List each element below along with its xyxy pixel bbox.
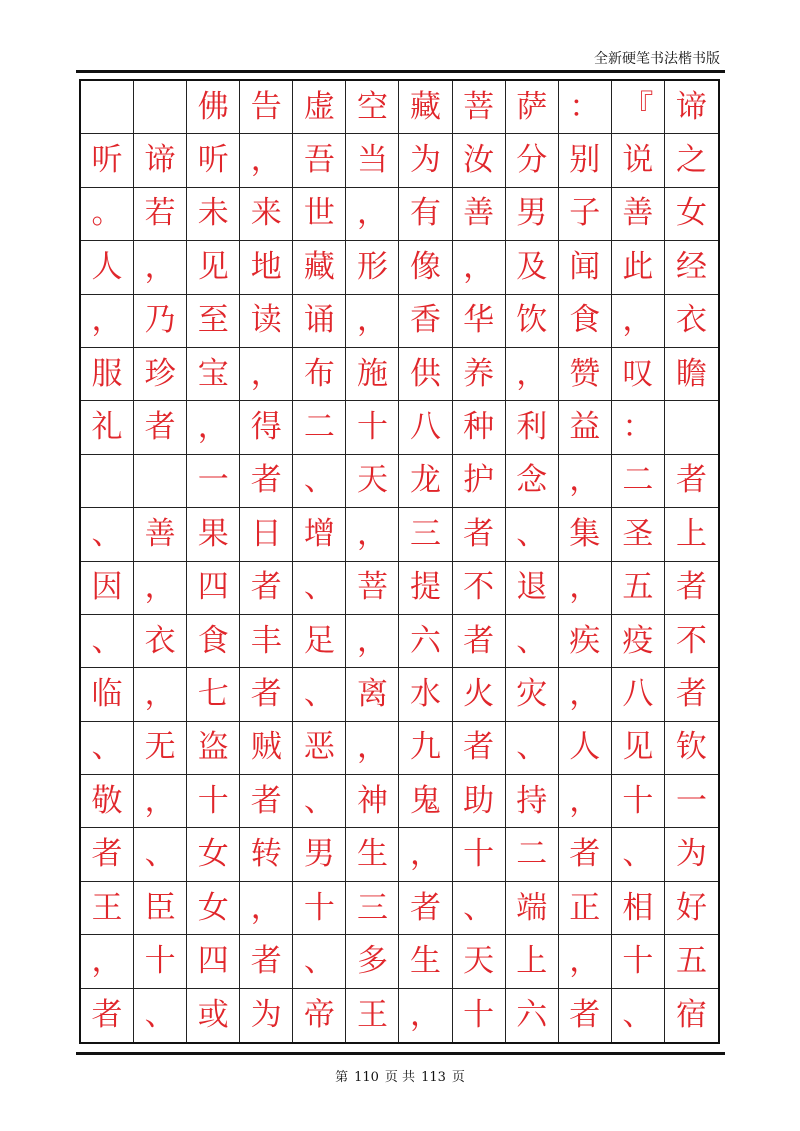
grid-cell: 者 bbox=[559, 989, 612, 1042]
grid-cell: 女 bbox=[187, 882, 240, 935]
grid-cell: 像 bbox=[399, 241, 452, 294]
grid-cell: 益 bbox=[559, 401, 612, 454]
grid-cell: 衣 bbox=[134, 615, 187, 668]
grid-cell: 萨 bbox=[506, 81, 559, 134]
footer-suffix: 页 bbox=[451, 1070, 465, 1085]
grid-cell: 为 bbox=[399, 134, 452, 187]
grid-cell: 藏 bbox=[399, 81, 452, 134]
grid-cell: ， bbox=[346, 508, 399, 561]
grid-cell: 虚 bbox=[293, 81, 346, 134]
grid-cell: 灾 bbox=[506, 668, 559, 721]
grid-cell: 神 bbox=[346, 775, 399, 828]
grid-cell: 、 bbox=[293, 775, 346, 828]
grid-cell: 叹 bbox=[612, 348, 665, 401]
grid-cell: 十 bbox=[612, 775, 665, 828]
grid-cell: 十 bbox=[293, 882, 346, 935]
grid-cell: 得 bbox=[240, 401, 293, 454]
grid-cell: ， bbox=[399, 989, 452, 1042]
grid-cell: ： bbox=[612, 401, 665, 454]
grid-cell: 护 bbox=[453, 455, 506, 508]
grid-cell: 二 bbox=[506, 828, 559, 881]
grid-cell: 宿 bbox=[675, 996, 707, 1033]
grid-cell: 见 bbox=[187, 241, 240, 294]
grid-cell: 十 bbox=[346, 401, 399, 454]
grid-cell bbox=[134, 81, 187, 134]
grid-cell: 善 bbox=[612, 188, 665, 241]
grid-cell: 、 bbox=[81, 508, 134, 561]
grid-cell: ， bbox=[134, 775, 187, 828]
grid-cell: 食 bbox=[559, 295, 612, 348]
grid-cell: 火 bbox=[453, 668, 506, 721]
grid-cell: 菩 bbox=[346, 562, 399, 615]
grid-cell: 施 bbox=[346, 348, 399, 401]
grid-cell: 此 bbox=[612, 241, 665, 294]
grid-cell: 见 bbox=[612, 722, 665, 775]
grid-cell: 一 bbox=[187, 455, 240, 508]
document-title: 全新硬笔书法楷书版 bbox=[594, 51, 720, 67]
grid-cell: 鬼 bbox=[399, 775, 452, 828]
grid-cell: 十 bbox=[134, 935, 187, 988]
grid-cell: ， bbox=[134, 668, 187, 721]
grid-cell: 持 bbox=[506, 775, 559, 828]
grid-cell: 。 bbox=[81, 188, 134, 241]
grid-cell: 转 bbox=[240, 828, 293, 881]
grid-cell: 集 bbox=[559, 508, 612, 561]
grid-cell: 十 bbox=[612, 935, 665, 988]
grid-cell bbox=[81, 81, 134, 134]
grid-cell: 为 bbox=[665, 828, 718, 881]
header-rule bbox=[76, 70, 725, 73]
grid-cell: 宝 bbox=[187, 348, 240, 401]
grid-cell: 增 bbox=[293, 508, 346, 561]
grid-cell: 生 bbox=[399, 935, 452, 988]
grid-cell: 者 bbox=[134, 401, 187, 454]
grid-cell: 菩 bbox=[453, 81, 506, 134]
grid-cell: ， bbox=[453, 241, 506, 294]
grid-cell: 天 bbox=[453, 935, 506, 988]
grid-cell: 正 bbox=[559, 882, 612, 935]
grid-cell: 子 bbox=[559, 188, 612, 241]
grid-cell: 者 bbox=[399, 882, 452, 935]
grid-cell: 、 bbox=[612, 989, 665, 1042]
grid-cell: 形 bbox=[346, 241, 399, 294]
grid-cell: 藏 bbox=[293, 241, 346, 294]
grid-cell: 礼 bbox=[81, 401, 134, 454]
grid-cell: ， bbox=[346, 722, 399, 775]
grid-cell: 十 bbox=[453, 828, 506, 881]
grid-cell bbox=[81, 455, 134, 508]
grid-cell: 不 bbox=[665, 615, 718, 668]
grid-cell: 当 bbox=[346, 134, 399, 187]
grid-cell: 男 bbox=[506, 188, 559, 241]
grid-cell: 钦 bbox=[665, 722, 718, 775]
grid-cell bbox=[665, 401, 718, 454]
grid-cell: ， bbox=[134, 241, 187, 294]
grid-cell: 疾 bbox=[559, 615, 612, 668]
grid-cell: 来 bbox=[240, 188, 293, 241]
grid-cell: 四 bbox=[187, 935, 240, 988]
grid-cell: 念 bbox=[506, 455, 559, 508]
grid-cell: ， bbox=[559, 455, 612, 508]
grid-cell: 不 bbox=[453, 562, 506, 615]
grid-cell: 、 bbox=[293, 562, 346, 615]
grid-cell: 者 bbox=[453, 508, 506, 561]
grid-cell: 、 bbox=[134, 828, 187, 881]
grid-cell: 听 bbox=[187, 134, 240, 187]
grid-cell: 臣 bbox=[134, 882, 187, 935]
grid-cell: 龙 bbox=[399, 455, 452, 508]
page-footer bbox=[0, 1066, 800, 1085]
grid-cell: 人 bbox=[559, 722, 612, 775]
footer-rule bbox=[76, 1052, 725, 1055]
grid-cell: ， bbox=[559, 775, 612, 828]
grid-cell: 八 bbox=[399, 401, 452, 454]
grid-cell: 帝 bbox=[293, 989, 346, 1042]
grid-cell: 、 bbox=[506, 722, 559, 775]
grid-cell: 者 bbox=[81, 828, 134, 881]
grid-cell: ， bbox=[506, 348, 559, 401]
grid-cell: 生 bbox=[346, 828, 399, 881]
grid-cell: 、 bbox=[134, 989, 187, 1042]
grid-cell: 六 bbox=[399, 615, 452, 668]
grid-cell: 敬 bbox=[81, 775, 134, 828]
grid-cell: 若 bbox=[134, 188, 187, 241]
grid-cell: 八 bbox=[612, 668, 665, 721]
grid-cell: ， bbox=[399, 828, 452, 881]
grid-cell: 吾 bbox=[293, 134, 346, 187]
grid-cell: 者 bbox=[240, 775, 293, 828]
grid-cell: 退 bbox=[506, 562, 559, 615]
grid-cell: 读 bbox=[240, 295, 293, 348]
grid-cell: 未 bbox=[187, 188, 240, 241]
grid-cell: 分 bbox=[506, 134, 559, 187]
grid-cell: 丰 bbox=[240, 615, 293, 668]
grid-cell: 瞻 bbox=[665, 348, 718, 401]
grid-cell: 衣 bbox=[665, 295, 718, 348]
grid-cell: 十 bbox=[187, 775, 240, 828]
grid-cell: ， bbox=[240, 882, 293, 935]
grid-cell: 二 bbox=[612, 455, 665, 508]
grid-cell: 赞 bbox=[559, 348, 612, 401]
grid-cell: 男 bbox=[293, 828, 346, 881]
grid-cell: 布 bbox=[293, 348, 346, 401]
grid-cell: 乃 bbox=[134, 295, 187, 348]
grid-cell: ， bbox=[187, 401, 240, 454]
grid-cell: ， bbox=[612, 295, 665, 348]
grid-cell: 好 bbox=[665, 882, 718, 935]
grid-cell: 至 bbox=[187, 295, 240, 348]
grid-cell: 者 bbox=[81, 989, 134, 1042]
grid-cell: 者 bbox=[240, 455, 293, 508]
grid-cell: 者 bbox=[665, 562, 718, 615]
grid-cell: 诵 bbox=[293, 295, 346, 348]
grid-cell: 日 bbox=[240, 508, 293, 561]
grid-cell: 、 bbox=[453, 882, 506, 935]
grid-cell: 恶 bbox=[293, 722, 346, 775]
grid-cell: 、 bbox=[293, 935, 346, 988]
grid-cell: 、 bbox=[293, 455, 346, 508]
grid-cell: 空 bbox=[346, 81, 399, 134]
grid-cell: 六 bbox=[506, 989, 559, 1042]
grid-cell: 食 bbox=[187, 615, 240, 668]
grid-cell: ， bbox=[240, 348, 293, 401]
grid-cell: ， bbox=[559, 562, 612, 615]
grid-cell: 三 bbox=[346, 882, 399, 935]
grid-cell: 水 bbox=[399, 668, 452, 721]
grid-cell: 疫 bbox=[612, 615, 665, 668]
grid-cell: ： bbox=[559, 81, 612, 134]
grid-cell: 养 bbox=[453, 348, 506, 401]
grid-cell: 及 bbox=[506, 241, 559, 294]
grid-cell: 供 bbox=[399, 348, 452, 401]
grid-cell: 王 bbox=[346, 989, 399, 1042]
grid-cell: ， bbox=[346, 615, 399, 668]
character-grid bbox=[79, 79, 720, 1044]
grid-cell: 利 bbox=[506, 401, 559, 454]
grid-cell: 地 bbox=[240, 241, 293, 294]
grid-cell: 临 bbox=[81, 668, 134, 721]
grid-cell: 经 bbox=[665, 241, 718, 294]
grid-cell: 二 bbox=[293, 401, 346, 454]
grid-cell: 上 bbox=[506, 935, 559, 988]
grid-cell: 、 bbox=[506, 508, 559, 561]
grid-cell: ， bbox=[81, 295, 134, 348]
grid-cell: ， bbox=[559, 668, 612, 721]
grid-cell: 者 bbox=[453, 722, 506, 775]
grid-cell: 者 bbox=[240, 668, 293, 721]
footer-prefix: 第 bbox=[335, 1070, 349, 1085]
grid-cell: 离 bbox=[346, 668, 399, 721]
grid-cell: 谛 bbox=[665, 81, 718, 134]
grid-cell: 、 bbox=[81, 722, 134, 775]
grid-cell: 果 bbox=[187, 508, 240, 561]
grid-cell: 相 bbox=[612, 882, 665, 935]
grid-cell: ， bbox=[346, 295, 399, 348]
grid-cell: 贼 bbox=[240, 722, 293, 775]
grid-cell: 上 bbox=[665, 508, 718, 561]
grid-cell: 十 bbox=[453, 989, 506, 1042]
grid-cell: 听 bbox=[81, 134, 134, 187]
grid-cell: 、 bbox=[81, 615, 134, 668]
grid-cell: 助 bbox=[453, 775, 506, 828]
grid-cell: 一 bbox=[665, 775, 718, 828]
grid-cell: 女 bbox=[665, 188, 718, 241]
grid-cell: 有 bbox=[399, 188, 452, 241]
grid-cell: 者 bbox=[559, 828, 612, 881]
grid-cell: 汝 bbox=[453, 134, 506, 187]
grid-cell: 香 bbox=[399, 295, 452, 348]
grid-cell: 多 bbox=[346, 935, 399, 988]
grid-cell: 别 bbox=[559, 134, 612, 187]
grid-cell: 、 bbox=[293, 668, 346, 721]
grid-cell: ， bbox=[240, 134, 293, 187]
grid-cell: 饮 bbox=[506, 295, 559, 348]
grid-cell: 佛 bbox=[187, 81, 240, 134]
grid-cell: 无 bbox=[134, 722, 187, 775]
page-number: 110 bbox=[354, 1070, 379, 1085]
grid-cell: 服 bbox=[81, 348, 134, 401]
grid-cell: 七 bbox=[187, 668, 240, 721]
grid-cell: 王 bbox=[81, 882, 134, 935]
grid-cell: 五 bbox=[665, 935, 718, 988]
grid-cell: 者 bbox=[453, 615, 506, 668]
grid-cell: 盗 bbox=[187, 722, 240, 775]
grid-cell: ， bbox=[81, 935, 134, 988]
grid-cell: 者 bbox=[665, 668, 718, 721]
grid-cell: 善 bbox=[134, 508, 187, 561]
grid-cell: 或 bbox=[187, 989, 240, 1042]
grid-cell: 三 bbox=[399, 508, 452, 561]
grid-cell: 因 bbox=[81, 562, 134, 615]
grid-cell: 种 bbox=[453, 401, 506, 454]
grid-cell: 五 bbox=[612, 562, 665, 615]
grid-cell: 圣 bbox=[612, 508, 665, 561]
grid-cell: 人 bbox=[81, 241, 134, 294]
total-pages: 113 bbox=[421, 1070, 446, 1085]
grid-cell: 善 bbox=[453, 188, 506, 241]
grid-cell: 四 bbox=[187, 562, 240, 615]
grid-cell: 谛 bbox=[134, 134, 187, 187]
grid-cell: 闻 bbox=[559, 241, 612, 294]
grid-cell: 说 bbox=[612, 134, 665, 187]
grid-cell: 端 bbox=[506, 882, 559, 935]
grid-cell: 华 bbox=[453, 295, 506, 348]
grid-cell: 提 bbox=[399, 562, 452, 615]
grid-cell: 之 bbox=[665, 134, 718, 187]
grid-cell: 者 bbox=[240, 935, 293, 988]
grid-cell: ， bbox=[134, 562, 187, 615]
grid-cell: 足 bbox=[293, 615, 346, 668]
grid-cell: 为 bbox=[240, 989, 293, 1042]
grid-cell: 女 bbox=[187, 828, 240, 881]
grid-cell: 世 bbox=[293, 188, 346, 241]
grid-cell: 告 bbox=[240, 81, 293, 134]
footer-mid: 页 共 bbox=[384, 1070, 416, 1085]
grid-cell: 九 bbox=[399, 722, 452, 775]
grid-cell: 者 bbox=[665, 455, 718, 508]
grid-cell: 珍 bbox=[134, 348, 187, 401]
grid-cell: 、 bbox=[612, 828, 665, 881]
grid-cell bbox=[134, 455, 187, 508]
grid-cell: 、 bbox=[506, 615, 559, 668]
grid-cell: 天 bbox=[346, 455, 399, 508]
grid-cell: 者 bbox=[240, 562, 293, 615]
grid-cell: ， bbox=[559, 935, 612, 988]
grid-cell: ， bbox=[346, 188, 399, 241]
grid-cell: 『 bbox=[612, 81, 665, 134]
